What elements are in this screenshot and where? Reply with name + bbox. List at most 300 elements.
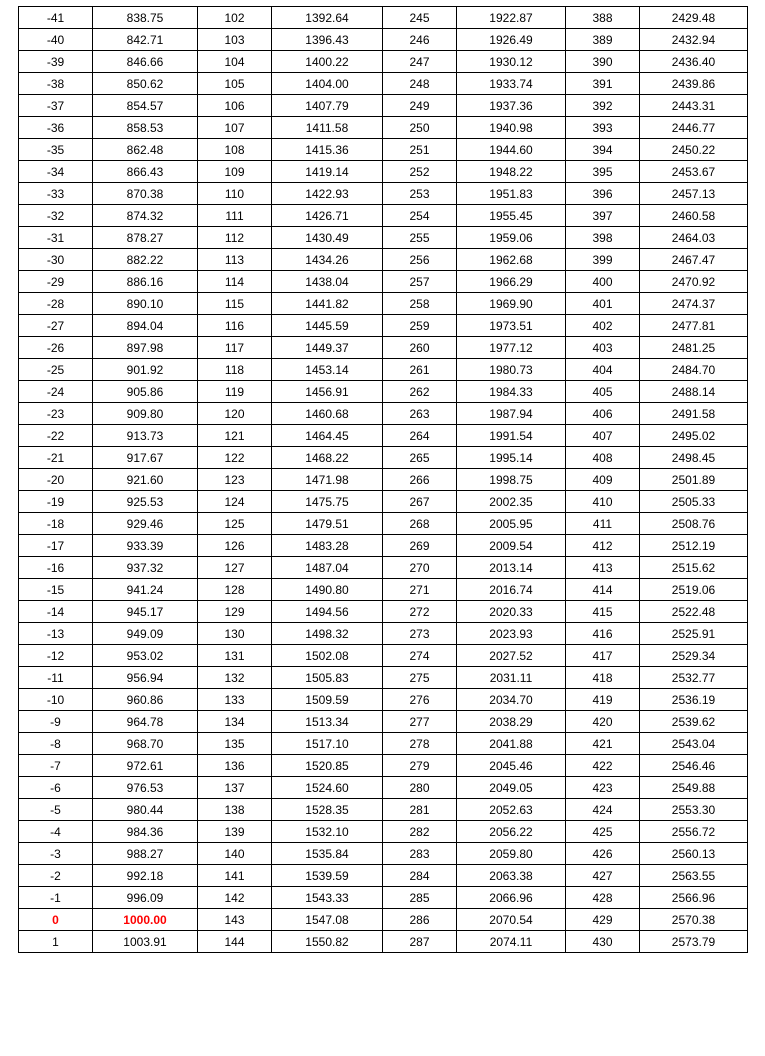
table-cell: 253: [383, 183, 457, 205]
table-row: [19, 469, 748, 491]
table-cell: 1003.91: [93, 931, 198, 953]
table-cell: 423: [566, 777, 640, 799]
table-cell: 1449.37: [272, 337, 383, 359]
table-cell: 426: [566, 843, 640, 865]
table-cell: -40: [19, 29, 93, 51]
table-row: [19, 403, 748, 425]
table-cell: 2023.93: [457, 623, 566, 645]
table-cell: 1464.45: [272, 425, 383, 447]
table-cell: 917.67: [93, 447, 198, 469]
table-cell: 396: [566, 183, 640, 205]
table-cell: 2432.94: [640, 29, 748, 51]
table-cell: 894.04: [93, 315, 198, 337]
table-cell: 414: [566, 579, 640, 601]
table-cell: -11: [19, 667, 93, 689]
table-cell: 2536.19: [640, 689, 748, 711]
table-cell: 408: [566, 447, 640, 469]
table-row: [19, 29, 748, 51]
table-cell: 1977.12: [457, 337, 566, 359]
table-cell: 424: [566, 799, 640, 821]
table-cell: 2063.38: [457, 865, 566, 887]
table-cell: 429: [566, 909, 640, 931]
table-cell: 392: [566, 95, 640, 117]
table-cell: -1: [19, 887, 93, 909]
table-cell: 398: [566, 227, 640, 249]
table-cell: -6: [19, 777, 93, 799]
table-cell: 418: [566, 667, 640, 689]
table-cell: 1951.83: [457, 183, 566, 205]
table-cell: 1930.12: [457, 51, 566, 73]
table-cell: 1411.58: [272, 117, 383, 139]
table-cell: 1528.35: [272, 799, 383, 821]
table-cell: 941.24: [93, 579, 198, 601]
table-row: [19, 689, 748, 711]
table-cell: 248: [383, 73, 457, 95]
table-cell: 2543.04: [640, 733, 748, 755]
table-cell: 2074.11: [457, 931, 566, 953]
table-row: [19, 711, 748, 733]
table-row: [19, 777, 748, 799]
table-row: [19, 139, 748, 161]
table-cell: 1948.22: [457, 161, 566, 183]
table-cell: 256: [383, 249, 457, 271]
table-cell: 421: [566, 733, 640, 755]
table-row: [19, 381, 748, 403]
table-cell: 1483.28: [272, 535, 383, 557]
table-cell: 933.39: [93, 535, 198, 557]
table-cell: -29: [19, 271, 93, 293]
table-cell: 413: [566, 557, 640, 579]
table-cell: 412: [566, 535, 640, 557]
table-cell: 109: [198, 161, 272, 183]
table-cell: 428: [566, 887, 640, 909]
table-cell: 130: [198, 623, 272, 645]
table-cell: 2525.91: [640, 623, 748, 645]
table-row: [19, 909, 748, 931]
table-cell: 897.98: [93, 337, 198, 359]
table-cell: 2488.14: [640, 381, 748, 403]
table-cell: 964.78: [93, 711, 198, 733]
table-cell: 1509.59: [272, 689, 383, 711]
table-cell: 2477.81: [640, 315, 748, 337]
table-cell: -39: [19, 51, 93, 73]
table-cell: 410: [566, 491, 640, 513]
table-row: [19, 249, 748, 271]
table-row: [19, 623, 748, 645]
table-cell: 119: [198, 381, 272, 403]
table-row: [19, 821, 748, 843]
table-cell: 2522.48: [640, 601, 748, 623]
table-cell: 956.94: [93, 667, 198, 689]
table-cell: 259: [383, 315, 457, 337]
table-cell: 1: [19, 931, 93, 953]
table-cell: 1502.08: [272, 645, 383, 667]
table-cell: 110: [198, 183, 272, 205]
table-cell: 1547.08: [272, 909, 383, 931]
table-cell: 269: [383, 535, 457, 557]
table-row: [19, 447, 748, 469]
table-cell: 405: [566, 381, 640, 403]
table-cell: 905.86: [93, 381, 198, 403]
table-cell: 1505.83: [272, 667, 383, 689]
table-cell: 2070.54: [457, 909, 566, 931]
table-cell: 980.44: [93, 799, 198, 821]
table-cell: 1535.84: [272, 843, 383, 865]
table-cell: 2556.72: [640, 821, 748, 843]
table-cell: -12: [19, 645, 93, 667]
table-cell: -20: [19, 469, 93, 491]
table-cell: 2570.38: [640, 909, 748, 931]
table-cell: 128: [198, 579, 272, 601]
table-cell: 265: [383, 447, 457, 469]
table-row: [19, 843, 748, 865]
table-cell: 1980.73: [457, 359, 566, 381]
table-cell: 2059.80: [457, 843, 566, 865]
table-cell: 1543.33: [272, 887, 383, 909]
table-cell: 976.53: [93, 777, 198, 799]
table-cell: 105: [198, 73, 272, 95]
table-cell: 2027.52: [457, 645, 566, 667]
table-cell: 1479.51: [272, 513, 383, 535]
table-cell: 142: [198, 887, 272, 909]
table-cell: 2532.77: [640, 667, 748, 689]
table-cell: -22: [19, 425, 93, 447]
table-cell: 972.61: [93, 755, 198, 777]
table-cell: 1966.29: [457, 271, 566, 293]
table-row: [19, 315, 748, 337]
table-cell: 393: [566, 117, 640, 139]
table-cell: 2038.29: [457, 711, 566, 733]
table-row: [19, 359, 748, 381]
table-cell: 921.60: [93, 469, 198, 491]
table-cell: 1396.43: [272, 29, 383, 51]
table-cell: 118: [198, 359, 272, 381]
table-cell: 283: [383, 843, 457, 865]
table-cell: 2508.76: [640, 513, 748, 535]
table-cell: 107: [198, 117, 272, 139]
table-cell: 901.92: [93, 359, 198, 381]
table-cell: 1517.10: [272, 733, 383, 755]
table-cell: 255: [383, 227, 457, 249]
table-cell: 850.62: [93, 73, 198, 95]
table-cell: 1392.64: [272, 7, 383, 29]
table-cell: 1926.49: [457, 29, 566, 51]
table-cell: 2460.58: [640, 205, 748, 227]
table-cell: -10: [19, 689, 93, 711]
table-cell: 272: [383, 601, 457, 623]
table-cell: 394: [566, 139, 640, 161]
table-cell: 1475.75: [272, 491, 383, 513]
table-cell: -34: [19, 161, 93, 183]
table-cell: -41: [19, 7, 93, 29]
table-cell: 2013.14: [457, 557, 566, 579]
table-cell: 2016.74: [457, 579, 566, 601]
table-cell: -9: [19, 711, 93, 733]
table-cell: 108: [198, 139, 272, 161]
table-cell: 126: [198, 535, 272, 557]
table-cell: 2002.35: [457, 491, 566, 513]
table-row: [19, 95, 748, 117]
table-cell: 131: [198, 645, 272, 667]
table-cell: 260: [383, 337, 457, 359]
table-cell: 137: [198, 777, 272, 799]
table-cell: 113: [198, 249, 272, 271]
table-cell: 273: [383, 623, 457, 645]
table-cell: -38: [19, 73, 93, 95]
table-cell: 2464.03: [640, 227, 748, 249]
table-cell: 2481.25: [640, 337, 748, 359]
table-cell: 427: [566, 865, 640, 887]
table-cell: 854.57: [93, 95, 198, 117]
table-cell: 136: [198, 755, 272, 777]
table-cell: 2436.40: [640, 51, 748, 73]
table-cell: 1445.59: [272, 315, 383, 337]
table-cell: 275: [383, 667, 457, 689]
table-cell: 878.27: [93, 227, 198, 249]
table-cell: 2519.06: [640, 579, 748, 601]
table-cell: 129: [198, 601, 272, 623]
table-cell: 121: [198, 425, 272, 447]
table-cell: 1415.36: [272, 139, 383, 161]
table-cell: -13: [19, 623, 93, 645]
table-cell: 2052.63: [457, 799, 566, 821]
table-cell: 945.17: [93, 601, 198, 623]
table-cell: 858.53: [93, 117, 198, 139]
table-cell: 1520.85: [272, 755, 383, 777]
table-row: [19, 667, 748, 689]
table-cell: 401: [566, 293, 640, 315]
table-cell: 1933.74: [457, 73, 566, 95]
table-cell: -8: [19, 733, 93, 755]
table-cell: 1498.32: [272, 623, 383, 645]
table-cell: 252: [383, 161, 457, 183]
table-cell: 890.10: [93, 293, 198, 315]
table-cell: 407: [566, 425, 640, 447]
table-cell: 422: [566, 755, 640, 777]
table-cell: 114: [198, 271, 272, 293]
table-cell: 287: [383, 931, 457, 953]
table-cell: 141: [198, 865, 272, 887]
table-cell: 1471.98: [272, 469, 383, 491]
table-cell: 402: [566, 315, 640, 337]
table-cell: -21: [19, 447, 93, 469]
table-cell: 286: [383, 909, 457, 931]
table-cell: 988.27: [93, 843, 198, 865]
table-cell: -14: [19, 601, 93, 623]
value-table: [18, 6, 748, 953]
table-cell: 1532.10: [272, 821, 383, 843]
table-cell: 404: [566, 359, 640, 381]
table-cell: 285: [383, 887, 457, 909]
table-cell: 246: [383, 29, 457, 51]
table-row: [19, 161, 748, 183]
table-row: [19, 271, 748, 293]
table-cell: 1539.59: [272, 865, 383, 887]
table-cell: 2429.48: [640, 7, 748, 29]
table-cell: 2546.46: [640, 755, 748, 777]
table-cell: 1987.94: [457, 403, 566, 425]
table-cell: 1524.60: [272, 777, 383, 799]
table-cell: 2457.13: [640, 183, 748, 205]
table-cell: 1550.82: [272, 931, 383, 953]
table-cell: 266: [383, 469, 457, 491]
table-row: [19, 579, 748, 601]
table-cell: 279: [383, 755, 457, 777]
table-cell: 1962.68: [457, 249, 566, 271]
table-cell: 1955.45: [457, 205, 566, 227]
table-cell: 992.18: [93, 865, 198, 887]
table-cell: 115: [198, 293, 272, 315]
table-cell: 929.46: [93, 513, 198, 535]
table-cell: 882.22: [93, 249, 198, 271]
table-cell: 2450.22: [640, 139, 748, 161]
table-cell: 1000.00: [93, 909, 198, 931]
table-row: [19, 733, 748, 755]
table-cell: 2041.88: [457, 733, 566, 755]
table-cell: 2549.88: [640, 777, 748, 799]
table-cell: 2560.13: [640, 843, 748, 865]
table-cell: 953.02: [93, 645, 198, 667]
table-row: [19, 799, 748, 821]
table-cell: 2005.95: [457, 513, 566, 535]
table-cell: 409: [566, 469, 640, 491]
table-cell: -7: [19, 755, 93, 777]
table-cell: 124: [198, 491, 272, 513]
table-cell: 1426.71: [272, 205, 383, 227]
table-cell: 2009.54: [457, 535, 566, 557]
table-row: [19, 227, 748, 249]
table-cell: 1404.00: [272, 73, 383, 95]
table-cell: 271: [383, 579, 457, 601]
table-cell: 2505.33: [640, 491, 748, 513]
table-cell: 996.09: [93, 887, 198, 909]
table-row: [19, 601, 748, 623]
table-cell: 257: [383, 271, 457, 293]
table-cell: -37: [19, 95, 93, 117]
table-cell: 1441.82: [272, 293, 383, 315]
table-cell: -18: [19, 513, 93, 535]
table-cell: 2491.58: [640, 403, 748, 425]
table-cell: -2: [19, 865, 93, 887]
table-cell: 127: [198, 557, 272, 579]
table-cell: 284: [383, 865, 457, 887]
table-cell: 245: [383, 7, 457, 29]
table-cell: 139: [198, 821, 272, 843]
table-cell: -30: [19, 249, 93, 271]
table-cell: 925.53: [93, 491, 198, 513]
table-cell: -27: [19, 315, 93, 337]
table-cell: -33: [19, 183, 93, 205]
table-cell: 1494.56: [272, 601, 383, 623]
table-cell: 268: [383, 513, 457, 535]
table-cell: 2049.05: [457, 777, 566, 799]
table-cell: 419: [566, 689, 640, 711]
table-cell: 247: [383, 51, 457, 73]
table-cell: 1969.90: [457, 293, 566, 315]
table-cell: 1937.36: [457, 95, 566, 117]
table-cell: 263: [383, 403, 457, 425]
table-cell: 399: [566, 249, 640, 271]
table-cell: 2495.02: [640, 425, 748, 447]
table-body: [19, 7, 748, 953]
table-cell: 874.32: [93, 205, 198, 227]
table-row: [19, 865, 748, 887]
table-cell: 406: [566, 403, 640, 425]
table-cell: 2515.62: [640, 557, 748, 579]
table-cell: -23: [19, 403, 93, 425]
table-cell: -31: [19, 227, 93, 249]
table-cell: -4: [19, 821, 93, 843]
table-cell: 846.66: [93, 51, 198, 73]
table-cell: 390: [566, 51, 640, 73]
table-cell: 102: [198, 7, 272, 29]
table-row: [19, 513, 748, 535]
table-cell: 909.80: [93, 403, 198, 425]
table-cell: 2446.77: [640, 117, 748, 139]
table-cell: -32: [19, 205, 93, 227]
table-cell: 1959.06: [457, 227, 566, 249]
table-cell: 2553.30: [640, 799, 748, 821]
table-cell: 274: [383, 645, 457, 667]
table-cell: 949.09: [93, 623, 198, 645]
table-cell: -17: [19, 535, 93, 557]
table-cell: 913.73: [93, 425, 198, 447]
table-cell: 400: [566, 271, 640, 293]
table-cell: 125: [198, 513, 272, 535]
table-cell: 135: [198, 733, 272, 755]
table-cell: 391: [566, 73, 640, 95]
table-cell: 2529.34: [640, 645, 748, 667]
table-cell: 261: [383, 359, 457, 381]
table-cell: 258: [383, 293, 457, 315]
table-cell: 276: [383, 689, 457, 711]
table-cell: 264: [383, 425, 457, 447]
table-cell: 2539.62: [640, 711, 748, 733]
table-cell: 111: [198, 205, 272, 227]
table-row: [19, 557, 748, 579]
table-cell: 389: [566, 29, 640, 51]
table-cell: 140: [198, 843, 272, 865]
table-row: [19, 51, 748, 73]
table-cell: 267: [383, 491, 457, 513]
table-cell: -16: [19, 557, 93, 579]
table-cell: -5: [19, 799, 93, 821]
table-cell: 395: [566, 161, 640, 183]
table-cell: -19: [19, 491, 93, 513]
table-cell: -36: [19, 117, 93, 139]
table-cell: 270: [383, 557, 457, 579]
table-row: [19, 425, 748, 447]
table-cell: 1490.80: [272, 579, 383, 601]
table-row: [19, 337, 748, 359]
table-cell: 1984.33: [457, 381, 566, 403]
table-cell: 2512.19: [640, 535, 748, 557]
table-cell: 420: [566, 711, 640, 733]
table-cell: 2031.11: [457, 667, 566, 689]
table-cell: 277: [383, 711, 457, 733]
table-cell: 262: [383, 381, 457, 403]
table-row: [19, 535, 748, 557]
table-cell: 144: [198, 931, 272, 953]
table-cell: 411: [566, 513, 640, 535]
table-cell: 2034.70: [457, 689, 566, 711]
table-cell: -24: [19, 381, 93, 403]
table-cell: 416: [566, 623, 640, 645]
table-cell: 1940.98: [457, 117, 566, 139]
table-cell: 417: [566, 645, 640, 667]
table-row: [19, 887, 748, 909]
table-cell: 1456.91: [272, 381, 383, 403]
